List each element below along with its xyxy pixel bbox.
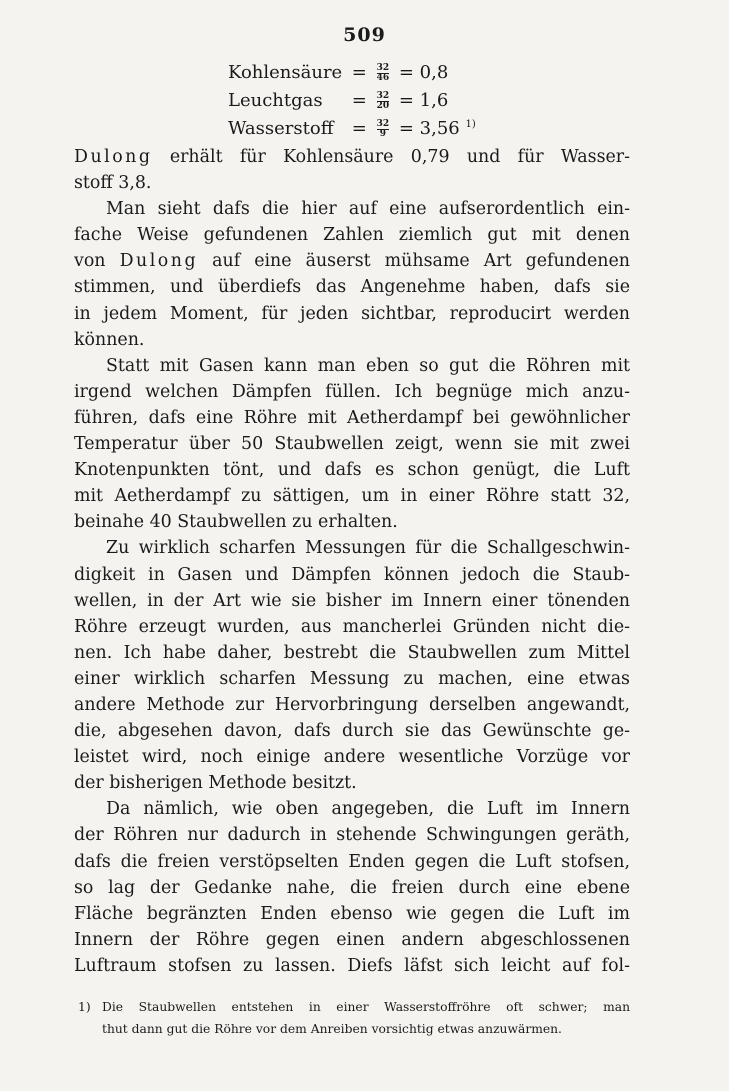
footnote-mark: 1) bbox=[78, 1000, 91, 1014]
formula-result: 0,8 bbox=[419, 62, 449, 83]
text-line: führen, dafs eine Röhre mit Aetherdampf bei gewöhnlicher bbox=[74, 407, 630, 428]
body-text bbox=[74, 144, 630, 979]
text-line: Innern der Röhre gegen einen andern abgeschlossenen bbox=[74, 929, 630, 950]
fraction-denominator: 46 bbox=[376, 72, 390, 83]
text-fragment: von bbox=[74, 251, 120, 272]
text-line: einer wirklich scharfen Messung zu machen, eine etwas bbox=[74, 668, 630, 689]
fraction-numerator: 32 bbox=[376, 62, 390, 73]
text-line: beinahe 40 Staubwellen zu erhalten. bbox=[74, 512, 398, 533]
formula-row-leuchtgas bbox=[228, 90, 448, 111]
author-name: Dulong bbox=[74, 147, 153, 167]
text-line: in jedem Moment, für jeden sichtbar, reproducirt werden bbox=[74, 303, 630, 324]
gas-name: Kohlensäure bbox=[228, 62, 343, 83]
equals-sign: = bbox=[398, 90, 414, 111]
footnote-reference: 1) bbox=[465, 119, 476, 130]
gas-name: Wasserstoff bbox=[228, 118, 334, 139]
page-number: 509 bbox=[343, 24, 386, 46]
text-line: der Röhren nur dadurch in stehende Schwingungen geräth, bbox=[74, 825, 630, 846]
text-line: Temperatur über 50 Staubwellen zeigt, wenn sie mit zwei bbox=[74, 434, 630, 455]
equals-sign: = bbox=[398, 62, 414, 83]
author-name: Dulong bbox=[119, 251, 199, 272]
text-line: digkeit in Gasen und Dämpfen können jedoch die Staub- bbox=[74, 564, 630, 585]
footnote-line: thut dann gut die Röhre vor dem Anreiben vorsichtig etwas anzuwärmen. bbox=[102, 1022, 562, 1036]
text-line: stoff 3,8. bbox=[74, 173, 152, 194]
formula-row-kohlensaeure bbox=[228, 62, 448, 83]
text-line: irgend welchen Dämpfen füllen. Ich begnüge mich anzu- bbox=[74, 381, 630, 402]
text-line bbox=[74, 144, 630, 170]
text-fragment: auf eine äuserst mühsame Art gefundenen bbox=[198, 251, 630, 272]
text-line: Statt mit Gasen kann man eben so gut die Röhren mit bbox=[106, 355, 630, 376]
text-line: Röhre erzeugt wurden, aus mancherlei Gründen nicht die- bbox=[74, 616, 630, 637]
text-line: Luftraum stofsen zu lassen. Diefs läfst sich leicht auf fol- bbox=[74, 955, 630, 976]
text-line: Da nämlich, wie oben angegeben, die Luft im Innern bbox=[106, 799, 630, 820]
fraction-numerator: 32 bbox=[376, 118, 390, 129]
text-fragment: erhält für Kohlensäure 0,79 und für Wasser- bbox=[152, 147, 630, 167]
fraction-denominator: 20 bbox=[376, 100, 390, 111]
equals-sign: = bbox=[398, 118, 414, 139]
text-line: so lag der Gedanke nahe, die freien durch eine ebene bbox=[74, 877, 630, 898]
text-line: leistet wird, noch einige andere wesentliche Vorzüge vor bbox=[74, 747, 630, 768]
gas-name: Leuchtgas bbox=[228, 90, 323, 111]
text-line: Zu wirklich scharfen Messungen für die Schallgeschwin- bbox=[106, 538, 630, 559]
fraction bbox=[377, 120, 390, 139]
text-line: andere Methode zur Hervorbringung derselben angewandt, bbox=[74, 694, 630, 715]
text-line bbox=[74, 248, 630, 274]
text-line: der bisherigen Methode besitzt. bbox=[74, 773, 357, 794]
text-line: wellen, in der Art wie sie bisher im Innern einer tönenden bbox=[74, 590, 630, 611]
formula-result: 3,56 bbox=[419, 118, 460, 139]
fraction-numerator: 32 bbox=[376, 90, 390, 101]
formula-result: 1,6 bbox=[419, 90, 449, 111]
text-fragment: Die Staubwellen entstehen in einer Wasserstoffröhre oft schwer; man bbox=[102, 1000, 630, 1014]
fraction bbox=[377, 92, 390, 111]
text-line: nen. Ich habe daher, bestrebt die Staubwellen zum Mittel bbox=[74, 642, 630, 663]
footnote-line bbox=[74, 996, 630, 1018]
text-line: Man sieht dafs die hier auf eine aufserordentlich ein- bbox=[106, 199, 630, 220]
equals-sign: = bbox=[351, 62, 367, 83]
fraction bbox=[377, 64, 390, 83]
fraction-denominator: 9 bbox=[379, 128, 386, 139]
text-line: können. bbox=[74, 329, 145, 350]
text-line: dafs die freien verstöpselten Enden gegen die Luft stofsen, bbox=[74, 851, 630, 872]
text-line: Fläche begränzten Enden ebenso wie gegen die Luft im bbox=[74, 903, 630, 924]
text-line: mit Aetherdampf zu sättigen, um in einer Röhre statt 32, bbox=[74, 486, 630, 507]
text-line: die, abgesehen davon, dafs durch sie das Gewünschte ge- bbox=[74, 721, 630, 742]
footnote bbox=[74, 996, 630, 1040]
text-line: fache Weise gefundenen Zahlen ziemlich gut mit denen bbox=[74, 225, 630, 246]
text-line: Knotenpunkten tönt, und dafs es schon genügt, die Luft bbox=[74, 460, 630, 481]
formula-row-wasserstoff bbox=[228, 118, 476, 139]
equals-sign: = bbox=[351, 90, 367, 111]
equals-sign: = bbox=[351, 118, 367, 139]
text-line: stimmen, und überdiefs das Angenehme haben, dafs sie bbox=[74, 277, 630, 298]
